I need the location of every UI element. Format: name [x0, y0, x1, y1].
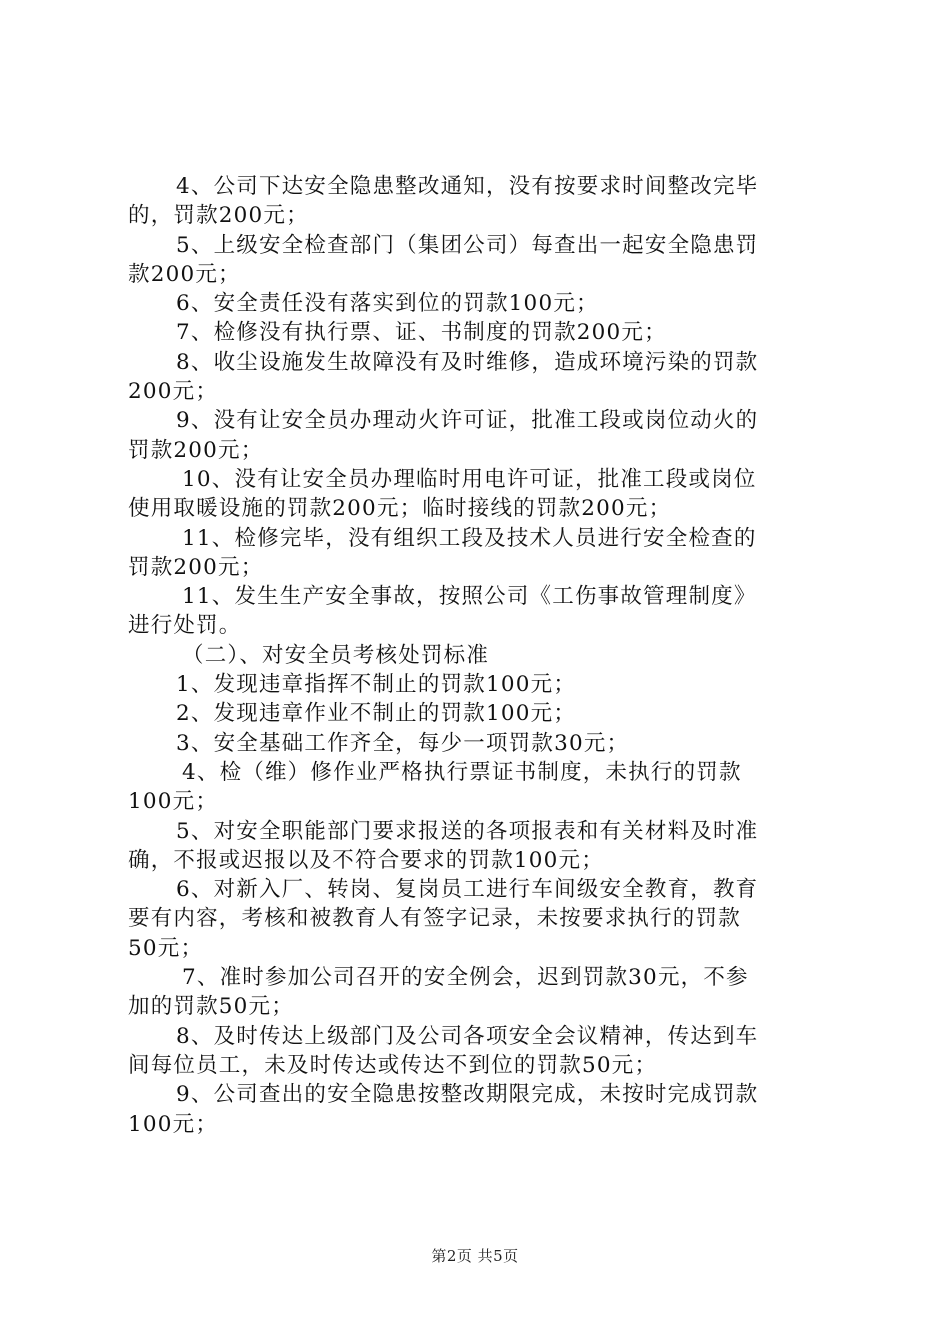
text-line: 100元； [128, 789, 219, 815]
text-line: 200元； [128, 379, 219, 405]
text-line: 6、安全责任没有落实到位的罚款100元； [176, 291, 599, 317]
text-line: 间每位员工，未及时传达或传达不到位的罚款50元； [128, 1052, 658, 1078]
text-line: 7、准时参加公司召开的安全例会，迟到罚款30元，不参 [182, 965, 749, 991]
text-line: 4、公司下达安全隐患整改通知，没有按要求时间整改完毕 [176, 174, 759, 199]
text-line: 进行处罚。 [128, 613, 242, 639]
text-line: 50元； [128, 935, 204, 961]
text-line: 3、安全基础工作齐全，每少一项罚款30元； [176, 730, 630, 756]
text-line: 8、及时传达上级部门及公司各项安全会议精神，传达到车 [176, 1023, 759, 1049]
text-line: （二）、对安全员考核处罚标准 [182, 642, 490, 668]
text-line: 加的罚款50元； [128, 994, 294, 1020]
text-line: 罚款200元； [128, 554, 264, 580]
text-line: 2、发现违章作业不制止的罚款100元； [176, 701, 577, 727]
text-line: 9、没有让安全员办理动火许可证，批准工段或岗位动火的 [176, 408, 759, 434]
text-line: 要有内容，考核和被教育人有签字记录，未按要求执行的罚款 [128, 906, 741, 932]
text-line: 11、检修完毕，没有组织工段及技术人员进行安全检查的 [182, 525, 757, 551]
text-line: 11、发生生产安全事故，按照公司《工伤事故管理制度》 [182, 584, 757, 610]
text-line: 7、检修没有执行票、证、书制度的罚款200元； [176, 320, 667, 346]
text-line: 6、对新入厂、转岗、复岗员工进行车间级安全教育，教育 [176, 877, 759, 903]
text-line: 5、对安全职能部门要求报送的各项报表和有关材料及时准 [176, 818, 759, 844]
text-line: 的，罚款200元； [128, 203, 309, 229]
text-line: 4、检（维）修作业严格执行票证书制度，未执行的罚款 [182, 759, 742, 785]
text-line: 10、没有让安全员办理临时用电许可证，批准工段或岗位 [182, 466, 757, 492]
text-line: 1、发现违章指挥不制止的罚款100元； [176, 672, 577, 698]
text-line: 9、公司查出的安全隐患按整改期限完成，未按时完成罚款 [176, 1082, 759, 1108]
document-body [128, 172, 828, 1139]
page-footer: 第2页 共5页 [431, 1247, 519, 1265]
text-line: 8、收尘设施发生故障没有及时维修，造成环境污染的罚款 [176, 349, 759, 375]
text-line: 款200元； [128, 261, 241, 287]
text-line: 罚款200元； [128, 437, 264, 463]
text-line: 100元； [128, 1111, 219, 1137]
text-line: 使用取暖设施的罚款200元；临时接线的罚款200元； [128, 496, 672, 522]
text-line: 确，不报或迟报以及不符合要求的罚款100元； [128, 847, 604, 873]
text-line: 5、上级安全检查部门（集团公司）每查出一起安全隐患罚 [176, 232, 759, 258]
